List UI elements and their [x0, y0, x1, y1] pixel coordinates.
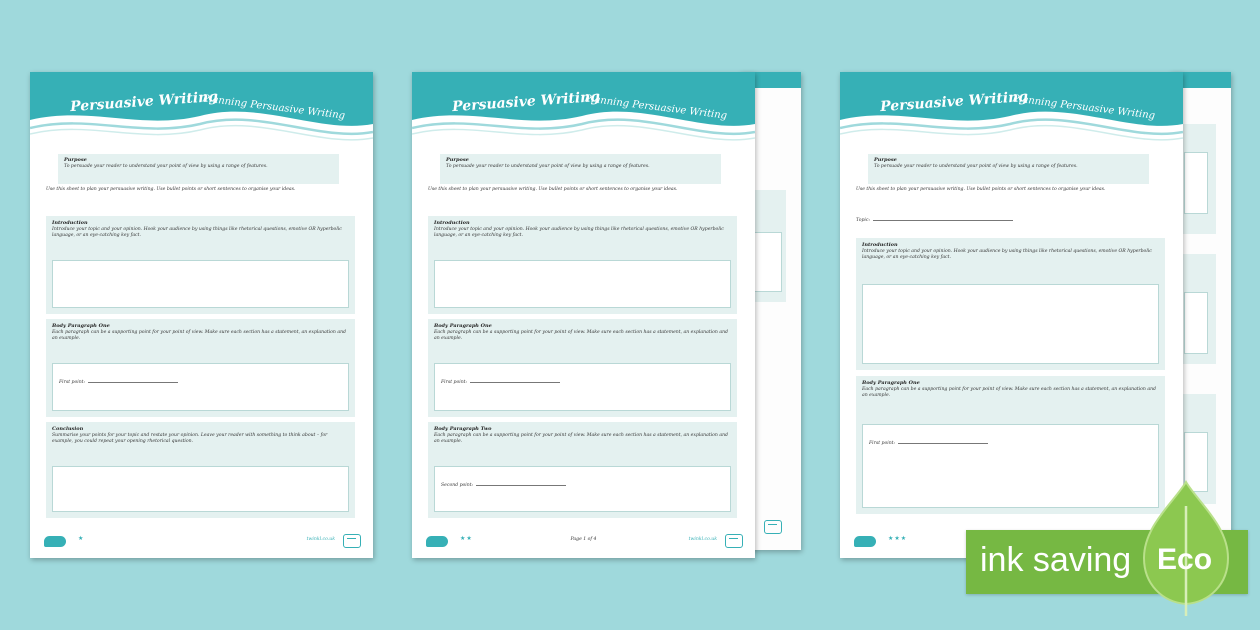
first-point-label: First point:: [869, 441, 896, 446]
body-two-answer-box[interactable]: [434, 466, 731, 512]
introduction-title: Introduction: [434, 220, 470, 226]
worksheet-footer: [30, 528, 373, 558]
body-one-title: Body Paragraph One: [52, 323, 110, 329]
instructions: Use this sheet to plan your persuasive writing. Use bullet points or short sentences to organise your ideas.: [428, 187, 678, 192]
body-one-text: Each paragraph can be a supporting point for your point of view. Make sure each section has a statement, an explanation and an example.: [434, 330, 728, 342]
body-paragraph-one-section: [428, 319, 737, 417]
twinkl-originals-icon: [764, 520, 782, 534]
topic-line[interactable]: [856, 218, 1036, 224]
body-one-answer-box[interactable]: [862, 424, 1159, 508]
answer-line: [88, 382, 178, 383]
worksheet-header: [840, 72, 1183, 164]
worksheet-title: Persuasive Writing: [879, 88, 1029, 116]
worksheet-title: Persuasive Writing: [451, 88, 601, 116]
first-point-label: First point:: [441, 380, 468, 385]
introduction-answer-box[interactable]: [434, 260, 731, 308]
body-two-title: Body Paragraph Two: [434, 426, 492, 432]
difficulty-stars: ★: [78, 535, 85, 542]
worksheet-footer: [412, 528, 755, 558]
purpose-label: Purpose: [64, 157, 87, 163]
back-page-box: [1184, 152, 1208, 214]
first-point-label: First point:: [59, 380, 86, 385]
body-paragraph-two-section: [428, 422, 737, 518]
body-two-text: Each paragraph can be a supporting point for your point of view. Make sure each section has a statement, an explanation and an example.: [434, 433, 728, 445]
website-label: twinkl.co.uk: [306, 537, 335, 542]
worksheet-one-star: [30, 72, 373, 558]
purpose-label: Purpose: [446, 157, 469, 163]
worksheet-subtitle: Planning Persuasive Writing: [583, 93, 728, 122]
answer-line: [873, 220, 1013, 221]
purpose-box: [58, 154, 339, 184]
body-one-title: Body Paragraph One: [862, 380, 920, 386]
difficulty-stars: ★★★: [888, 535, 908, 542]
second-point-label: Second point:: [441, 483, 474, 488]
difficulty-stars: ★★: [460, 535, 473, 542]
purpose-box: [868, 154, 1149, 184]
worksheet-two-star: [412, 72, 755, 558]
answer-line: [476, 485, 566, 486]
introduction-text: Introduce your topic and your opinion. Hook your audience by using things like rhetorical questions, emotive OR hyperbolic language, or an eye-catching key fact.: [434, 227, 724, 239]
eco-label: Eco: [1157, 543, 1213, 576]
purpose-text: To persuade your reader to understand your point of view by using a range of features.: [64, 164, 268, 169]
purpose-label: Purpose: [874, 157, 897, 163]
introduction-section: [856, 238, 1165, 370]
twinkl-originals-icon: [725, 534, 743, 548]
body-one-answer-box[interactable]: [52, 363, 349, 411]
introduction-section: [428, 216, 737, 314]
introduction-title: Introduction: [862, 242, 898, 248]
introduction-title: Introduction: [52, 220, 88, 226]
worksheet-title: Persuasive Writing: [69, 88, 219, 116]
back-page-box: [1184, 292, 1208, 354]
body-paragraph-one-section: [856, 376, 1165, 514]
topic-label: Topic:: [856, 218, 871, 223]
answer-line: [470, 382, 560, 383]
worksheet-header: [412, 72, 755, 164]
twinkl-logo-icon: [44, 536, 66, 547]
worksheet-header: [30, 72, 373, 164]
conclusion-title: Conclusion: [52, 426, 84, 432]
website-label: twinkl.co.uk: [688, 537, 717, 542]
body-one-answer-box[interactable]: [434, 363, 731, 411]
ink-saving-label: ink saving: [980, 541, 1132, 579]
body-paragraph-one-section: [46, 319, 355, 417]
instructions: Use this sheet to plan your persuasive writing. Use bullet points or short sentences to organise your ideas.: [46, 187, 296, 192]
purpose-text: To persuade your reader to understand your point of view by using a range of features.: [874, 164, 1078, 169]
introduction-text: Introduce your topic and your opinion. Hook your audience by using things like rhetorical questions, emotive OR hyperbolic language, or an eye-catching key fact.: [52, 227, 342, 239]
conclusion-answer-box[interactable]: [52, 466, 349, 512]
introduction-answer-box[interactable]: [52, 260, 349, 308]
worksheet-subtitle: Planning Persuasive Writing: [1011, 93, 1156, 122]
conclusion-text: Summarise your points for your topic and restate your opinion. Leave your reader with something to think about – for example, you could repeat your opening rhetorical question.: [52, 433, 328, 445]
page-number: Page 1 of 4: [570, 537, 597, 542]
introduction-answer-box[interactable]: [862, 284, 1159, 364]
worksheet-three-star: [840, 72, 1183, 558]
twinkl-logo-icon: [854, 536, 876, 547]
body-one-title: Body Paragraph One: [434, 323, 492, 329]
introduction-section: [46, 216, 355, 314]
body-one-text: Each paragraph can be a supporting point for your point of view. Make sure each section has a statement, an explanation and an example.: [862, 387, 1156, 399]
introduction-text: Introduce your topic and your opinion. Hook your audience by using things like rhetorical questions, emotive OR hyperbolic language, or an eye-catching key fact.: [862, 249, 1152, 261]
purpose-text: To persuade your reader to understand your point of view by using a range of features.: [446, 164, 650, 169]
twinkl-originals-icon: [343, 534, 361, 548]
answer-line: [898, 443, 988, 444]
conclusion-section: [46, 422, 355, 518]
purpose-box: [440, 154, 721, 184]
worksheet-subtitle: Planning Persuasive Writing: [201, 93, 346, 122]
instructions: Use this sheet to plan your persuasive writing. Use bullet points or short sentences to organise your ideas.: [856, 187, 1106, 192]
body-one-text: Each paragraph can be a supporting point for your point of view. Make sure each section has a statement, an explanation and an example.: [52, 330, 346, 342]
